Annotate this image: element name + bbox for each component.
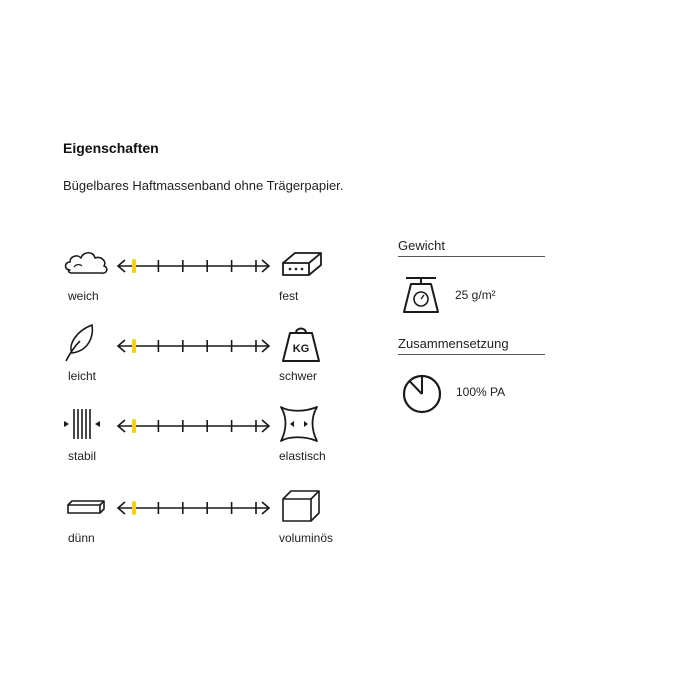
label-voluminoes: voluminös [279,531,334,545]
weight-value: 25 g/m² [455,288,496,302]
scale-marker [132,501,136,515]
weight-badge: KG [292,343,310,355]
scale-icon [400,274,442,316]
label-fest: fest [279,289,299,303]
label-leicht: leicht [68,369,97,383]
scale-marker [132,259,136,273]
label-schwer: schwer [279,369,318,383]
label-elastisch: elastisch [279,449,326,463]
label-duenn: dünn [68,531,95,545]
label-stabil: stabil [68,449,97,463]
property-scale [112,329,275,359]
property-scale [112,409,275,439]
compressed-fabric-icon [60,403,112,445]
property-scale [112,491,275,521]
properties-title: Eigenschaften [63,140,159,156]
weight-icon [275,323,327,365]
property-row-leicht-schwer [60,323,345,393]
stretch-fabric-icon [275,403,327,445]
scale-marker [132,419,136,433]
label-weich: weich [68,289,99,303]
property-row-duenn-voluminoes [60,485,345,555]
property-scale [112,249,275,279]
property-row-stabil-elastisch [60,403,345,473]
composition-value: 100% PA [456,385,506,399]
brick-icon [275,243,327,285]
thin-plate-icon [60,485,112,527]
property-row-weich-fest [60,243,345,313]
cloud-icon [60,243,112,285]
scale-marker [132,339,136,353]
weight-heading: Gewicht [398,238,545,257]
composition-heading: Zusammensetzung [398,336,545,355]
pie-icon [401,373,443,415]
feather-icon [60,323,112,365]
properties-description: Bügelbares Haftmassenband ohne Trägerpapier. [63,178,344,193]
box-icon [275,485,327,527]
